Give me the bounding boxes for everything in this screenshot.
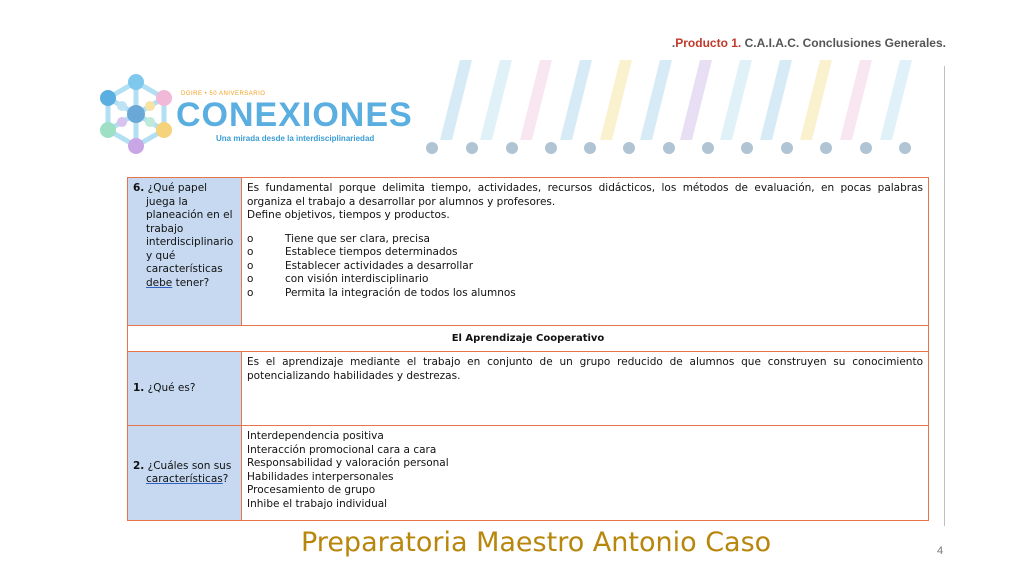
section-title: El Aprendizaje Cooperativo xyxy=(128,326,929,352)
list-item: Habilidades interpersonales xyxy=(247,470,394,483)
question-caracteristicas: características xyxy=(146,473,223,485)
question-cell xyxy=(128,352,242,426)
question-number: 6. xyxy=(133,182,145,194)
header-product: Producto 1. xyxy=(675,36,742,50)
bullet-mark: o xyxy=(247,286,254,299)
question-text xyxy=(133,460,236,487)
bullet-list xyxy=(247,233,923,301)
table-row xyxy=(128,352,929,426)
bullet-text: con visión interdisciplinario xyxy=(285,273,429,285)
decorative-stripes xyxy=(420,60,920,160)
answer-define: Define objetivos, tiempos y productos. xyxy=(247,209,450,221)
table-row xyxy=(128,326,929,352)
bullet-text: Establecer actividades a desarrollar xyxy=(285,259,474,272)
question-debe: debe xyxy=(146,276,173,289)
question-label: ¿Cuáles son sus xyxy=(144,459,232,472)
question-text xyxy=(133,182,236,290)
question-label: ¿Qué papel juega la planeación en el trabajo interdisciplinario y qué características xyxy=(146,182,234,275)
content-table xyxy=(127,177,929,521)
list-item: Responsabilidad y valoración personal xyxy=(247,457,449,469)
question-text xyxy=(133,382,236,396)
bullet-mark: o xyxy=(247,246,254,258)
list-item: Interacción promocional cara a cara xyxy=(247,443,437,456)
vertical-divider xyxy=(944,66,945,526)
list-item xyxy=(247,233,923,247)
bullet-mark: o xyxy=(247,232,254,245)
table-row xyxy=(128,426,929,521)
bullet-text: Permita la integración de todos los alumnos xyxy=(285,286,516,299)
question-number: 2. xyxy=(133,459,145,472)
logo-wordmark: CONEXIONES xyxy=(176,96,413,134)
list-item xyxy=(247,246,923,260)
slide-header xyxy=(646,36,946,51)
list-item xyxy=(247,260,923,274)
footer-title: Preparatoria Maestro Antonio Caso xyxy=(301,527,772,558)
question-cell xyxy=(128,426,242,521)
question-number: 1. xyxy=(133,381,145,394)
logo-tagline: DGIRE • 50 ANIVERSARIO xyxy=(181,91,266,97)
logo-subtitle: Una mirada desde la interdisciplinariedad xyxy=(216,134,375,143)
list-item xyxy=(247,273,923,287)
page-number: 4 xyxy=(937,545,944,557)
list-item: Procesamiento de grupo xyxy=(247,484,376,496)
answer-cell xyxy=(242,352,929,426)
list-item: Inhibe el trabajo individual xyxy=(247,497,388,510)
bullet-text: Tiene que ser clara, precisa xyxy=(285,232,430,245)
answer-text: Es el aprendizaje mediante el trabajo en conjunto de un grupo reducido de alumnos que construyen su conocimiento potencializando habilidades y destrezas. xyxy=(247,356,923,382)
question-tener: tener? xyxy=(172,276,210,289)
bullet-text: Establece tiempos determinados xyxy=(285,246,458,258)
answer-intro: Es fundamental porque delimita tiempo, actividades, recursos didácticos, los métodos de evaluación, en pocas palabras organiza el trabajo a desarrollar por alumnos y profesores. xyxy=(247,182,923,208)
bullet-mark: o xyxy=(247,259,254,272)
question-label: ¿Qué es? xyxy=(144,381,196,394)
question-end: ? xyxy=(222,473,229,485)
bullet-mark: o xyxy=(247,273,254,285)
header-rest: C.A.I.A.C. Conclusiones Generales. xyxy=(741,36,946,50)
answer-cell xyxy=(242,426,929,521)
table-row xyxy=(128,178,929,326)
logo-network-icon xyxy=(96,70,180,160)
answer-cell xyxy=(242,178,929,326)
header-prefix: . xyxy=(671,36,676,50)
list-item: Interdependencia positiva xyxy=(247,430,384,442)
question-cell xyxy=(128,178,242,326)
list-item xyxy=(247,287,923,301)
